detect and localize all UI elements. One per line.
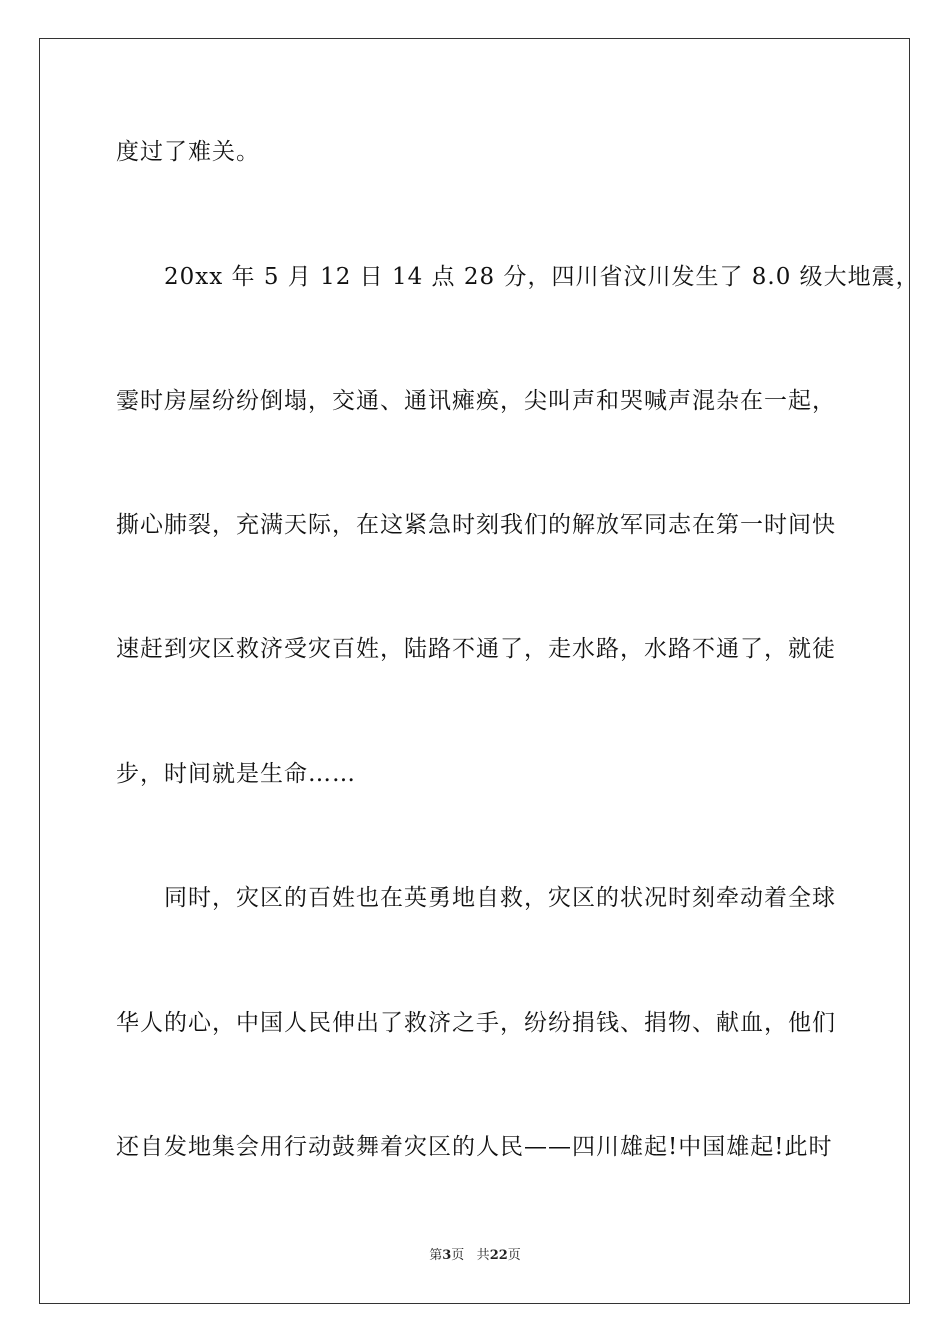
page-suffix: 页	[451, 1248, 465, 1263]
text-line-3: 霎时房屋纷纷倒塌，交通、通讯瘫痪，尖叫声和哭喊声混杂在一起，	[116, 388, 836, 414]
page-border	[39, 38, 910, 1304]
total-pages: 22	[489, 1248, 508, 1263]
total-prefix: 共	[476, 1248, 490, 1263]
text-line-8: 华人的心，中国人民伸出了救济之手，纷纷捐钱、捐物、献血，他们	[116, 1010, 836, 1036]
total-suffix: 页	[507, 1248, 521, 1263]
text-line-4: 撕心肺裂，充满天际，在这紧急时刻我们的解放军同志在第一时间快	[116, 512, 836, 538]
text-line-1: 度过了难关。	[116, 139, 260, 165]
text-line-2: 20xx 年 5 月 12 日 14 点 28 分，四川省汶川发生了 8.0 级大地震，	[164, 264, 920, 290]
text-line-7: 同时，灾区的百姓也在英勇地自救，灾区的状况时刻牵动着全球	[164, 885, 836, 911]
text-line-9: 还自发地集会用行动鼓舞着灾区的人民——四川雄起!中国雄起!此时	[116, 1134, 833, 1160]
page-number: 3	[442, 1248, 452, 1263]
text-line-6: 步，时间就是生命……	[116, 761, 356, 787]
text-line-5: 速赶到灾区救济受灾百姓，陆路不通了，走水路，水路不通了，就徒	[116, 636, 836, 662]
page-footer	[0, 1247, 950, 1265]
page-prefix: 第	[429, 1248, 443, 1263]
